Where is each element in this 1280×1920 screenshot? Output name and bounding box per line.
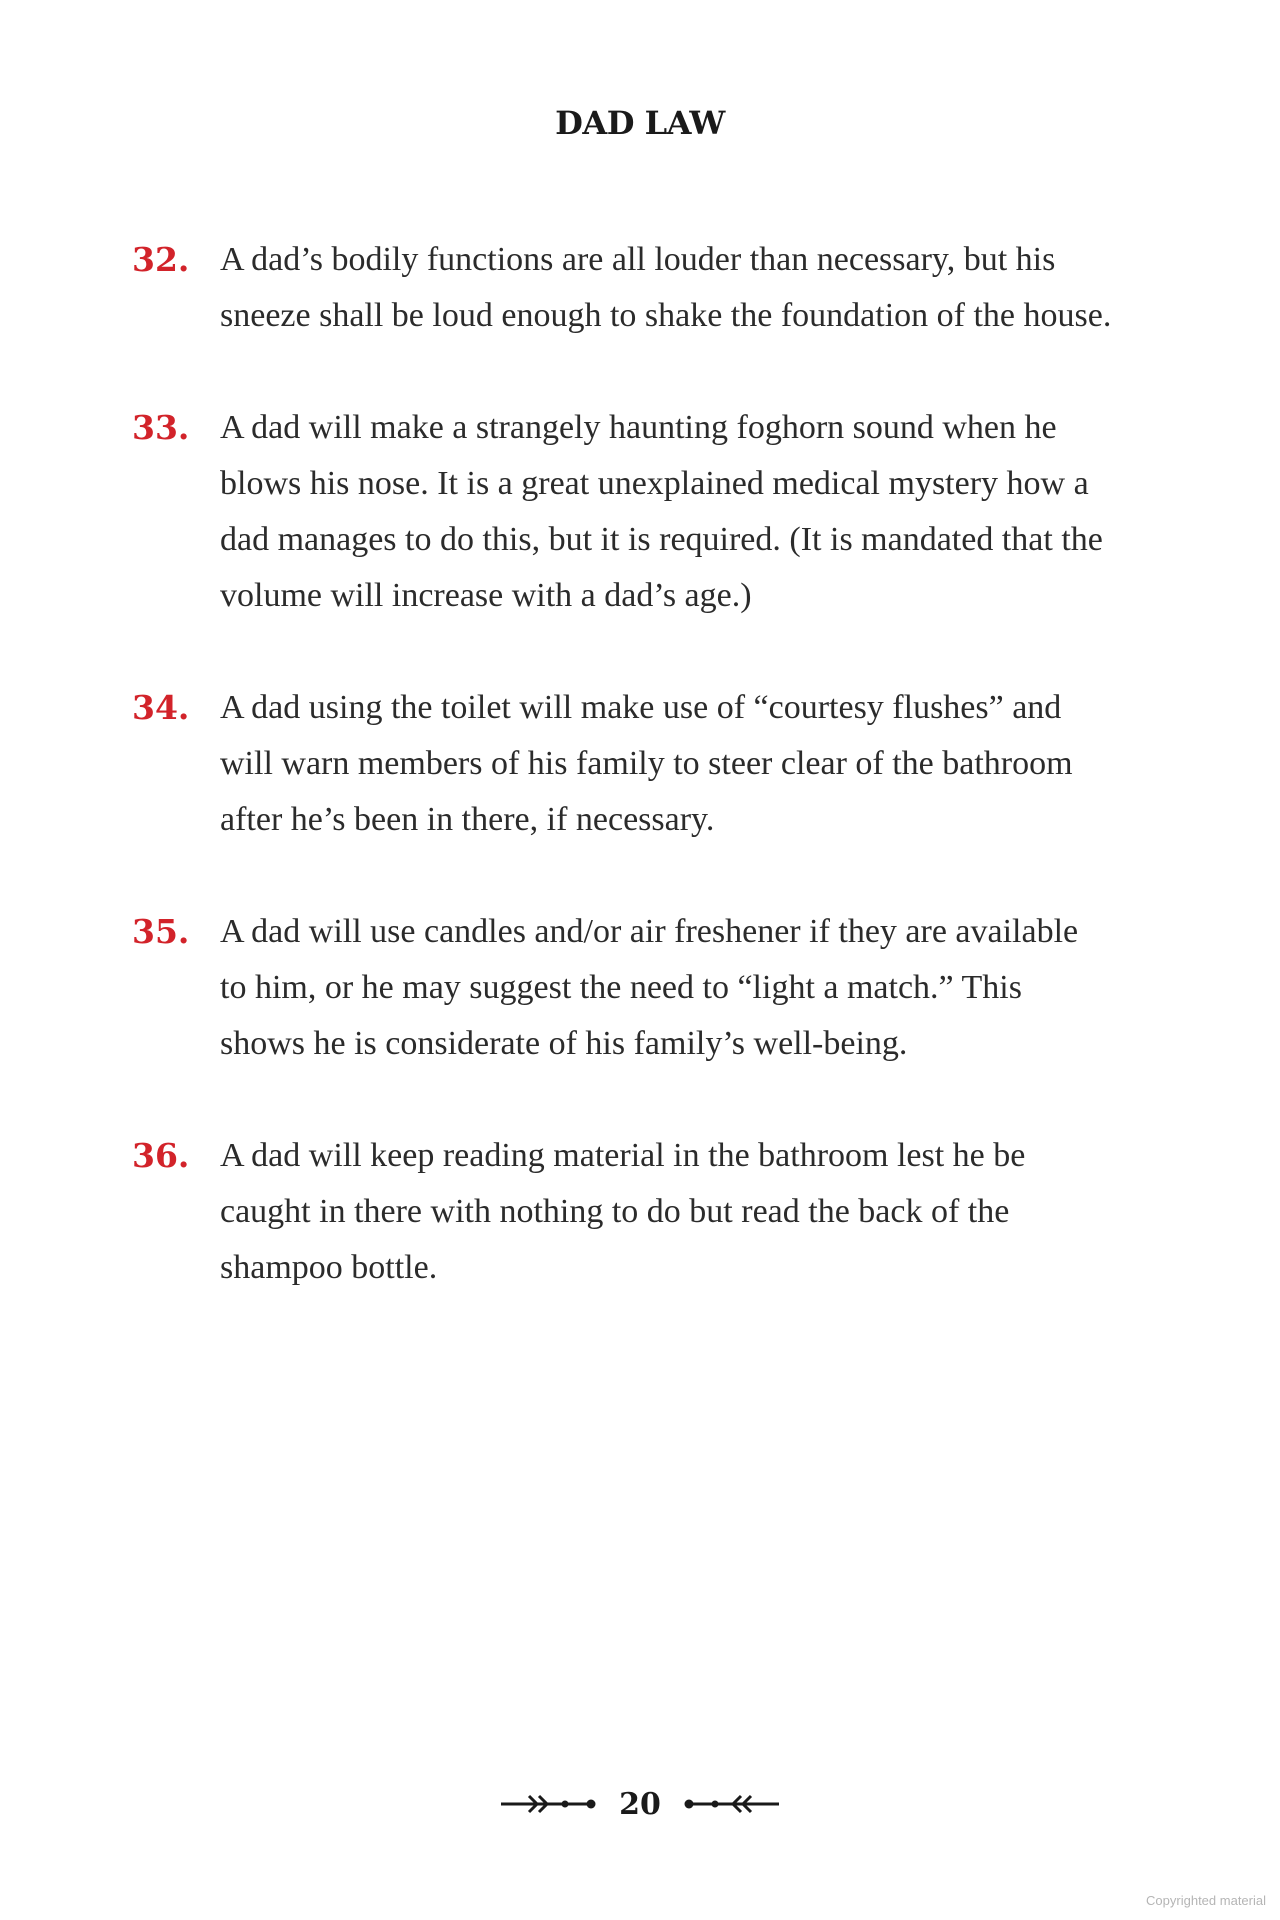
law-text: A dad using the toilet will make use of “courtesy flushes” and will warn members of his family to steer clear of the bathroom after he’s been in there, if necessary.: [220, 689, 1073, 838]
law-item: [132, 904, 1112, 1072]
law-number: 35.: [132, 912, 190, 951]
law-text: A dad will keep reading material in the bathroom lest he be caught in there with nothing to do but read the back of the shampoo bottle.: [220, 1137, 1026, 1286]
law-number: 32.: [132, 240, 190, 279]
page-number: 20: [619, 1786, 661, 1822]
arrow-fletching-right-icon: [683, 1792, 781, 1816]
law-text: A dad’s bodily functions are all louder than necessary, but his sneeze shall be loud enough to shake the foundation of the house.: [220, 241, 1112, 334]
page-folio: [0, 1782, 1280, 1826]
law-number: 34.: [132, 688, 190, 727]
law-text: A dad will make a strangely haunting foghorn sound when he blows his nose. It is a great unexplained medical mystery how a dad manages to do this, but it is required. (It is mandated that the volume will increase with a dad’s age.): [220, 409, 1103, 614]
law-item: [132, 400, 1112, 624]
law-number: 36.: [132, 1136, 190, 1175]
running-head: DAD LAW: [555, 104, 725, 142]
law-item: [132, 232, 1112, 344]
law-list: [132, 232, 1112, 1352]
law-text: A dad will use candles and/or air freshener if they are available to him, or he may suggest the need to “light a match.” This shows he is considerate of his family’s well-being.: [220, 913, 1079, 1062]
law-number: 33.: [132, 408, 190, 447]
law-item: [132, 680, 1112, 848]
copyright-notice: Copyrighted material: [1146, 1893, 1266, 1908]
law-item: [132, 1128, 1112, 1296]
arrow-fletching-left-icon: [499, 1792, 597, 1816]
